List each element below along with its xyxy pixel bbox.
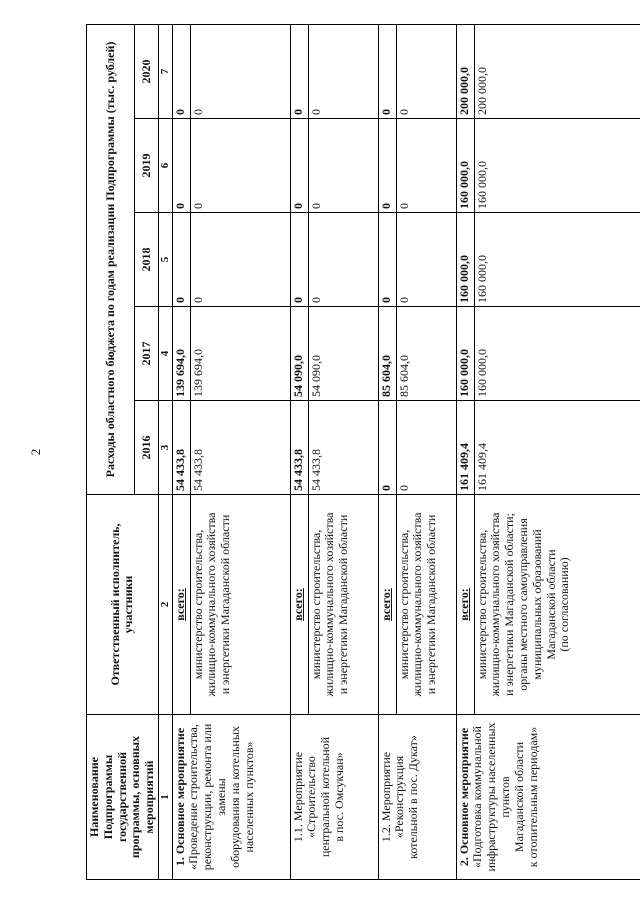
row-name-line: инфраструктуры населенных пунктов bbox=[484, 722, 513, 872]
executor-line: жилищно-коммунального хозяйства bbox=[322, 512, 337, 697]
header-name: Наименование Подпрограммы государственной программы, основных мероприятий bbox=[87, 715, 159, 880]
executor-line: (по согласованию) bbox=[557, 557, 572, 652]
total-value: 0 bbox=[172, 213, 190, 307]
executor-line: и энергетики Магаданской области bbox=[424, 514, 439, 695]
value-cell: 0 bbox=[190, 119, 290, 213]
executor-line: и энергетики Магаданской области bbox=[218, 514, 233, 695]
value-cell: 160 000,0 bbox=[474, 213, 640, 307]
executor-line: Магаданской области bbox=[543, 549, 558, 660]
value-cell: 160 000,0 bbox=[474, 119, 640, 213]
total-value: 54 090,0 bbox=[290, 307, 308, 401]
value-cell: 139 694,0 bbox=[190, 307, 290, 401]
value-cell: 0 bbox=[396, 24, 456, 118]
row-name-line: «Проведение строительства, bbox=[186, 724, 201, 870]
year-cell: 2018 bbox=[135, 213, 159, 307]
total-value: 161 409,4 bbox=[456, 401, 474, 495]
row-name-cell bbox=[172, 715, 290, 880]
executor-line: и энергетики Магаданской области; bbox=[502, 513, 517, 696]
year-cell: 2020 bbox=[135, 24, 159, 118]
executor-cell bbox=[474, 495, 640, 715]
column-numbers-row bbox=[158, 24, 172, 879]
row-title: 2. Основное мероприятие bbox=[456, 727, 471, 867]
row-name-line: 1.2. Мероприятие «Реконструкция bbox=[378, 751, 407, 843]
value-cell: 160 000,0 bbox=[474, 307, 640, 401]
total-value: 0 bbox=[378, 401, 396, 495]
value-cell: 161 409,4 bbox=[474, 401, 640, 495]
total-value: 0 bbox=[378, 24, 396, 118]
year-cell: 2016 bbox=[135, 401, 159, 495]
value-cell: 0 bbox=[308, 213, 378, 307]
row-name-line: котельной в пос. Дукат» bbox=[406, 735, 421, 859]
total-label: всего: bbox=[456, 588, 471, 621]
executor-line: министерство строительства, bbox=[396, 529, 411, 680]
rotated-table-area bbox=[86, 25, 631, 880]
total-label: всего: bbox=[172, 588, 187, 621]
row-name-line: центральной котельной bbox=[318, 736, 333, 858]
column-number: 7 bbox=[158, 24, 172, 118]
row-name-line: оборудования на котельных bbox=[227, 726, 242, 868]
year-cell: 2019 bbox=[135, 119, 159, 213]
row-name-line: населенных пунктов» bbox=[241, 741, 256, 853]
total-value: 0 bbox=[290, 119, 308, 213]
row-name-line: реконструкции, ремонта или замены bbox=[200, 723, 229, 871]
executor-line: министерство строительства, bbox=[308, 529, 323, 680]
value-cell: 54 433,8 bbox=[308, 401, 378, 495]
total-value: 200 000,0 bbox=[456, 24, 474, 118]
table-row bbox=[290, 24, 308, 879]
table-container bbox=[86, 25, 631, 880]
value-cell: 54 090,0 bbox=[308, 307, 378, 401]
executor-line: министерство строительства, bbox=[190, 529, 205, 680]
row-name-line: к отопительным периодам» bbox=[525, 726, 540, 868]
value-cell: 0 bbox=[190, 24, 290, 118]
row-name-cell bbox=[378, 715, 456, 880]
total-value: 0 bbox=[290, 213, 308, 307]
total-value: 0 bbox=[290, 24, 308, 118]
executor-cell bbox=[308, 495, 378, 715]
executor-cell bbox=[190, 495, 290, 715]
row-name-line: Магаданской области bbox=[511, 741, 526, 853]
total-value: 0 bbox=[378, 119, 396, 213]
executor-line: и энергетики Магаданской области bbox=[336, 514, 351, 695]
row-name-line: 1.1. Мероприятие «Строительство bbox=[290, 751, 319, 843]
table-row bbox=[456, 24, 474, 879]
value-cell: 85 604,0 bbox=[396, 307, 456, 401]
executor-line: органы местного самоуправления bbox=[516, 518, 531, 691]
value-cell: 0 bbox=[396, 119, 456, 213]
table-row bbox=[172, 24, 190, 879]
total-value: 139 694,0 bbox=[172, 307, 190, 401]
total-value: 160 000,0 bbox=[456, 307, 474, 401]
total-value: 160 000,0 bbox=[456, 213, 474, 307]
executor-line: министерство строительства, bbox=[474, 529, 489, 680]
value-cell: 0 bbox=[308, 24, 378, 118]
executor-cell bbox=[396, 495, 456, 715]
total-value: 54 433,8 bbox=[290, 401, 308, 495]
value-cell: 54 433,8 bbox=[190, 401, 290, 495]
total-value: 85 604,0 bbox=[378, 307, 396, 401]
executor-line: жилищно-коммунального хозяйства bbox=[204, 512, 219, 697]
executor-line: жилищно-коммунального хозяйства bbox=[410, 512, 425, 697]
total-value: 0 bbox=[172, 119, 190, 213]
total-value: 160 000,0 bbox=[456, 119, 474, 213]
total-value: 0 bbox=[378, 213, 396, 307]
value-cell: 0 bbox=[396, 213, 456, 307]
total-value: 0 bbox=[172, 24, 190, 118]
column-number: 1 bbox=[158, 715, 172, 880]
budget-table bbox=[86, 24, 640, 880]
total-label: всего: bbox=[378, 588, 393, 621]
value-cell: 0 bbox=[308, 119, 378, 213]
year-cell: 2017 bbox=[135, 307, 159, 401]
column-number: 3 bbox=[158, 401, 172, 495]
executor-line: жилищно-коммунального хозяйства bbox=[488, 512, 503, 697]
column-number: 4 bbox=[158, 307, 172, 401]
row-name-cell bbox=[456, 715, 640, 880]
column-number: 2 bbox=[158, 495, 172, 715]
header-budget: Расходы областного бюджета по годам реализации Подпрограммы (тыс. рублей) bbox=[87, 24, 135, 494]
total-value: 54 433,8 bbox=[172, 401, 190, 495]
column-number: 6 bbox=[158, 119, 172, 213]
executor-line: муниципальных образований bbox=[529, 529, 544, 680]
row-name-line: «Подготовка коммунальной bbox=[470, 726, 485, 868]
column-number: 5 bbox=[158, 213, 172, 307]
value-cell: 0 bbox=[396, 401, 456, 495]
page-number: 2 bbox=[28, 448, 43, 456]
total-label: всего: bbox=[290, 588, 305, 621]
value-cell: 0 bbox=[190, 213, 290, 307]
value-cell: 200 000,0 bbox=[474, 24, 640, 118]
row-name-line: в пос. Омсукчан» bbox=[332, 752, 347, 842]
row-title: 1. Основное мероприятие bbox=[172, 727, 187, 867]
row-name-cell bbox=[290, 715, 378, 880]
header-executor: Ответственный исполнитель, участники bbox=[87, 495, 159, 715]
table-row bbox=[378, 24, 396, 879]
